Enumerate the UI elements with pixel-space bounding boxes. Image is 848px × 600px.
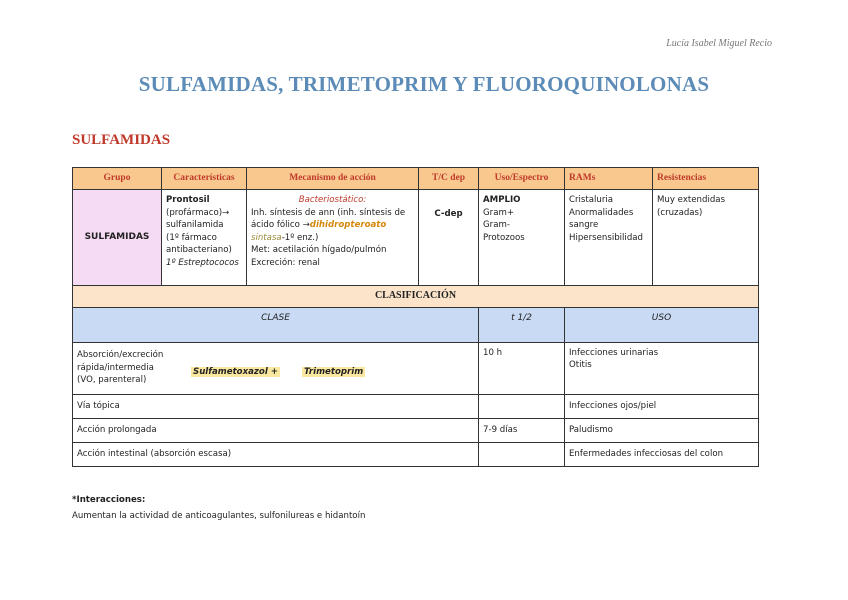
- caract-line: (1º fármaco: [166, 232, 217, 243]
- resist-line: (cruzadas): [657, 207, 703, 218]
- resistencias-cell: [653, 190, 759, 286]
- t12-header: t 1/2: [479, 307, 565, 342]
- clasificacion-header-row: [73, 307, 759, 342]
- clase-line: [77, 362, 474, 375]
- grupo-cell: SULFAMIDAS: [73, 190, 162, 286]
- mecanismo-tipo: Bacteriostático:: [298, 195, 367, 205]
- header-mecanismo: Mecanismo de acción: [247, 168, 419, 190]
- table-row: [73, 394, 759, 418]
- mecanismo-exc: Excreción: renal: [251, 257, 320, 268]
- caract-line: (profármaco)→: [166, 207, 230, 218]
- main-row: [73, 190, 759, 286]
- trimetoprim-label: Trimetoprim: [303, 366, 364, 377]
- header-uso-espectro: Uso/Espectro: [479, 168, 565, 190]
- notes-text: Aumentan la actividad de anticoagulantes, sulfonilureas e hidantoín: [72, 511, 366, 521]
- header-rams: RAMs: [565, 168, 653, 190]
- section-title: SULFAMIDAS: [72, 132, 171, 148]
- sulfametoxazol-label: Sulfametoxazol +: [193, 366, 278, 377]
- clasificacion-row: [73, 286, 759, 308]
- header-grupo: Grupo: [73, 168, 162, 190]
- rams-line: Hipersensibilidad: [569, 232, 643, 243]
- mecanismo-line: [251, 232, 414, 245]
- uso-line: Protozoos: [483, 232, 525, 243]
- uso-line: Gram+: [483, 207, 515, 218]
- uso-cell: Enfermedades infecciosas del colon: [565, 442, 759, 466]
- rams-cell: [565, 190, 653, 286]
- page-title: SULFAMIDAS, TRIMETOPRIM Y FLUOROQUINOLONAS: [138, 72, 710, 96]
- uso-line: Otitis: [569, 360, 592, 370]
- clasificacion-title: CLASIFICACIÓN: [73, 286, 759, 308]
- header-row: [73, 168, 759, 190]
- t12-cell: 7-9 días: [479, 418, 565, 442]
- rams-line: Cristaluria: [569, 195, 614, 205]
- clase-header: CLASE: [73, 307, 479, 342]
- uso-line: Infecciones urinarias: [569, 347, 659, 358]
- mecanismo-text: -1º enz.): [281, 232, 319, 243]
- clase-line: Absorción/excreción: [77, 350, 164, 361]
- tc-cell: C-dep: [419, 190, 479, 286]
- highlight-combo: [191, 366, 365, 379]
- uso-header: USO: [565, 307, 759, 342]
- rams-line: Anormalidades: [569, 207, 634, 218]
- mecanismo-text: ácido fólico →: [251, 220, 310, 230]
- clase-line: (VO, parenteral): [77, 375, 147, 386]
- header-caracteristicas: Características: [162, 168, 247, 190]
- caract-line: 1º Estreptococos: [166, 257, 239, 268]
- rams-line: sangre: [569, 220, 599, 230]
- mecanismo-met: Met: acetilación hígado/pulmón: [251, 245, 387, 255]
- header-resistencias: Resistencias: [653, 168, 759, 190]
- clase-cell: Vía tópica: [73, 394, 479, 418]
- table-row: [73, 442, 759, 466]
- t12-cell: [479, 442, 565, 466]
- uso-cell: [565, 342, 759, 394]
- uso-line: AMPLIO: [483, 195, 521, 205]
- table-row: [73, 418, 759, 442]
- uso-cell: Infecciones ojos/piel: [565, 394, 759, 418]
- clase-text: rápida/intermedia: [77, 362, 154, 373]
- caract-line: sulfanilamida: [166, 220, 224, 230]
- interactions-notes: [72, 492, 365, 524]
- t12-cell: 10 h: [479, 342, 565, 394]
- enzyme-name: sintasa: [251, 232, 282, 243]
- mecanismo-line: [251, 219, 414, 232]
- caracteristicas-cell: [162, 190, 247, 286]
- author-name: Lucía Isabel Miguel Recio: [666, 38, 772, 49]
- enzyme-name: dihidropteroato: [309, 220, 387, 230]
- uso-line: Gram-: [483, 220, 510, 230]
- clase-cell: [73, 342, 479, 394]
- header-tc-dep: T/C dep: [419, 168, 479, 190]
- notes-title: *Interacciones:: [72, 495, 146, 505]
- caract-name: Prontosil: [166, 195, 210, 205]
- clase-cell: Acción intestinal (absorción escasa): [73, 442, 479, 466]
- resist-line: Muy extendidas: [657, 195, 726, 205]
- uso-cell: [479, 190, 565, 286]
- uso-cell: Paludismo: [565, 418, 759, 442]
- caract-line: antibacteriano): [166, 245, 232, 255]
- clase-cell: Acción prolongada: [73, 418, 479, 442]
- mecanismo-line: Inh. síntesis de ann (inh. síntesis de: [251, 207, 406, 218]
- mecanismo-cell: [247, 190, 419, 286]
- t12-cell: [479, 394, 565, 418]
- sulfamidas-table: [72, 167, 759, 467]
- table-row: [73, 342, 759, 394]
